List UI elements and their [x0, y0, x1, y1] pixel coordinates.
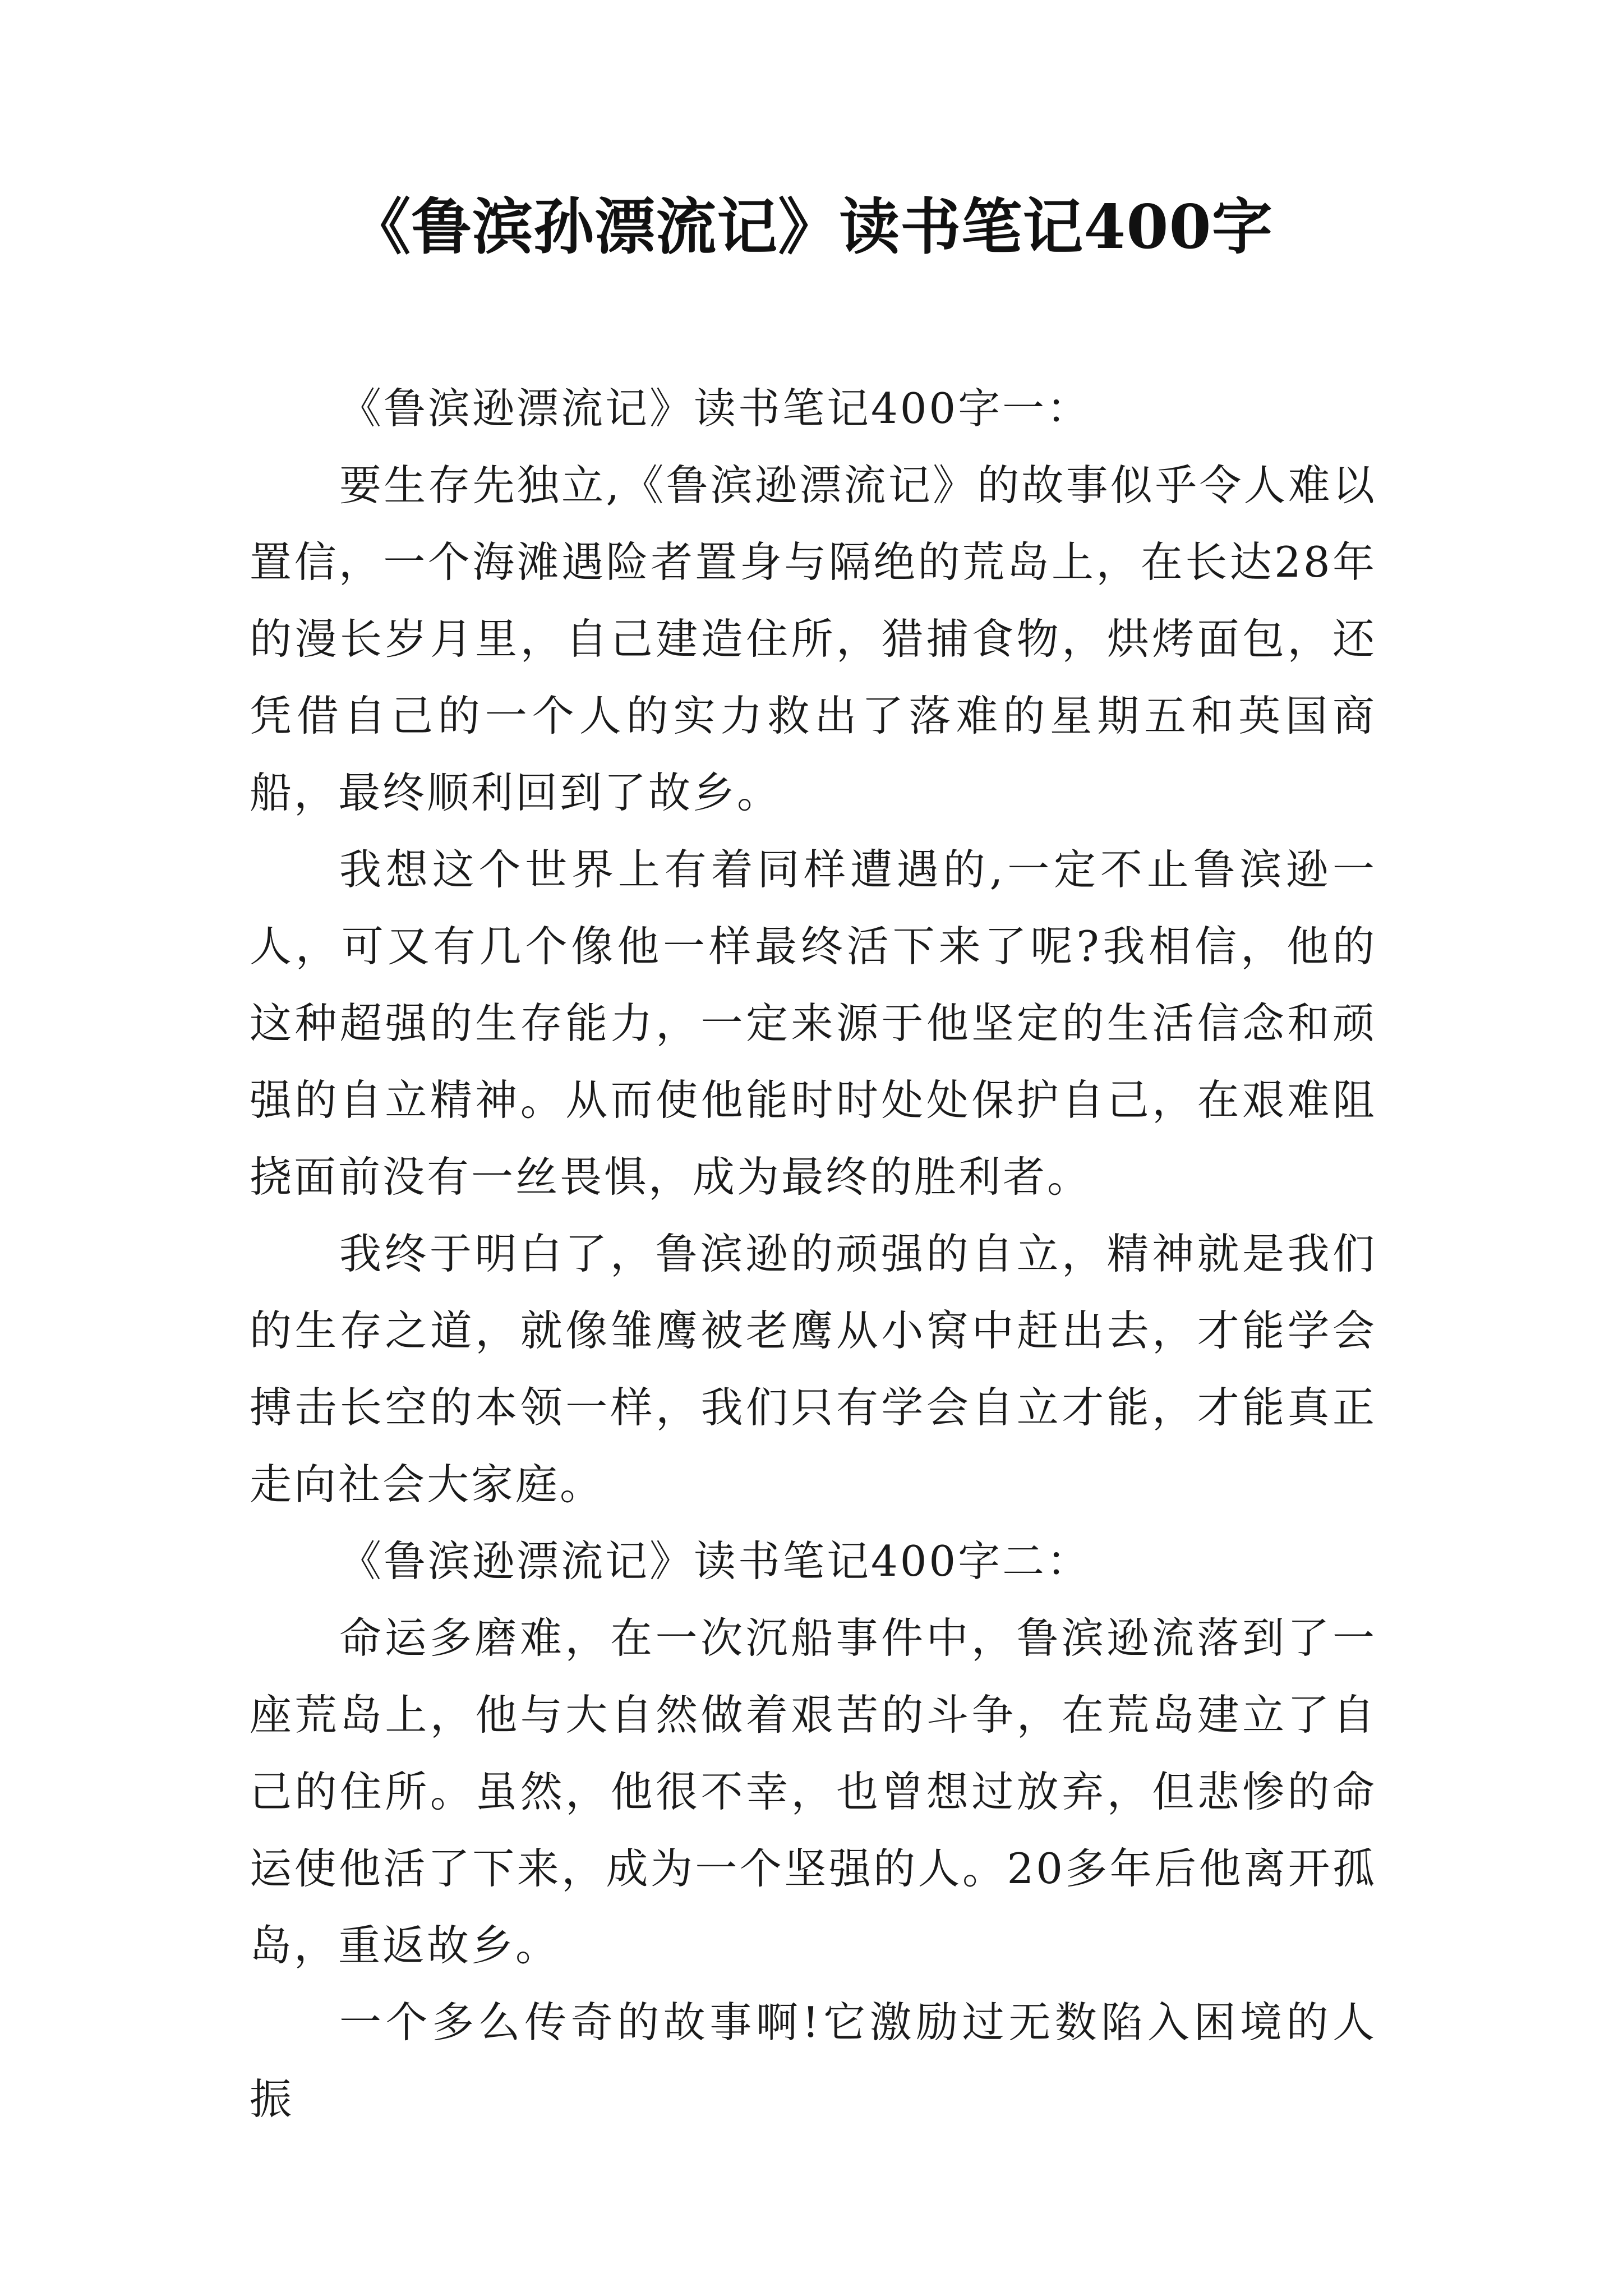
paragraph: 一个多么传奇的故事啊!它激励过无数陷入困境的人振 — [250, 1998, 1377, 2124]
document-body — [250, 370, 1377, 2138]
paragraph: 我终于明白了，鲁滨逊的顽强的自立，精神就是我们的生存之道，就像雏鹰被老鹰从小窝中赶出去，才能学会搏击长空的本领一样，我们只有学会自立才能，才能真正走向社会大家庭。 — [250, 1229, 1377, 1509]
paragraph: 要生存先独立,《鲁滨逊漂流记》的故事似乎令人难以置信，一个海滩遇险者置身与隔绝的荒岛上，在长达28年的漫长岁月里，自己建造住所，猎捕食物，烘烤面包，还凭借自己的一个人的实力救出了落难的星期五和英国商船，最终顺利回到了故乡。 — [250, 461, 1377, 817]
document-title: 《鲁滨孙漂流记》读书笔记400字 — [350, 192, 1273, 263]
paragraph: 命运多磨难，在一次沉船事件中，鲁滨逊流落到了一座荒岛上，他与大自然做着艰苦的斗争，在荒岛建立了自己的住所。虽然，他很不幸，也曾想过放弃，但悲惨的命运使他活了下来，成为一个坚强的人。20多年后他离开孤岛，重返故乡。 — [250, 1613, 1377, 1970]
paragraph: 我想这个世界上有着同样遭遇的,一定不止鲁滨逊一人，可又有几个像他一样最终活下来了呢?我相信，他的这种超强的生存能力，一定来源于他坚定的生活信念和顽强的自立精神。从而使他能时时处处保护自己，在艰难阻挠面前没有一丝畏惧，成为最终的胜利者。 — [250, 845, 1377, 1202]
section-one-heading: 《鲁滨逊漂流记》读书笔记400字一： — [339, 384, 1091, 433]
section-two-heading: 《鲁滨逊漂流记》读书笔记400字二： — [339, 1536, 1091, 1586]
